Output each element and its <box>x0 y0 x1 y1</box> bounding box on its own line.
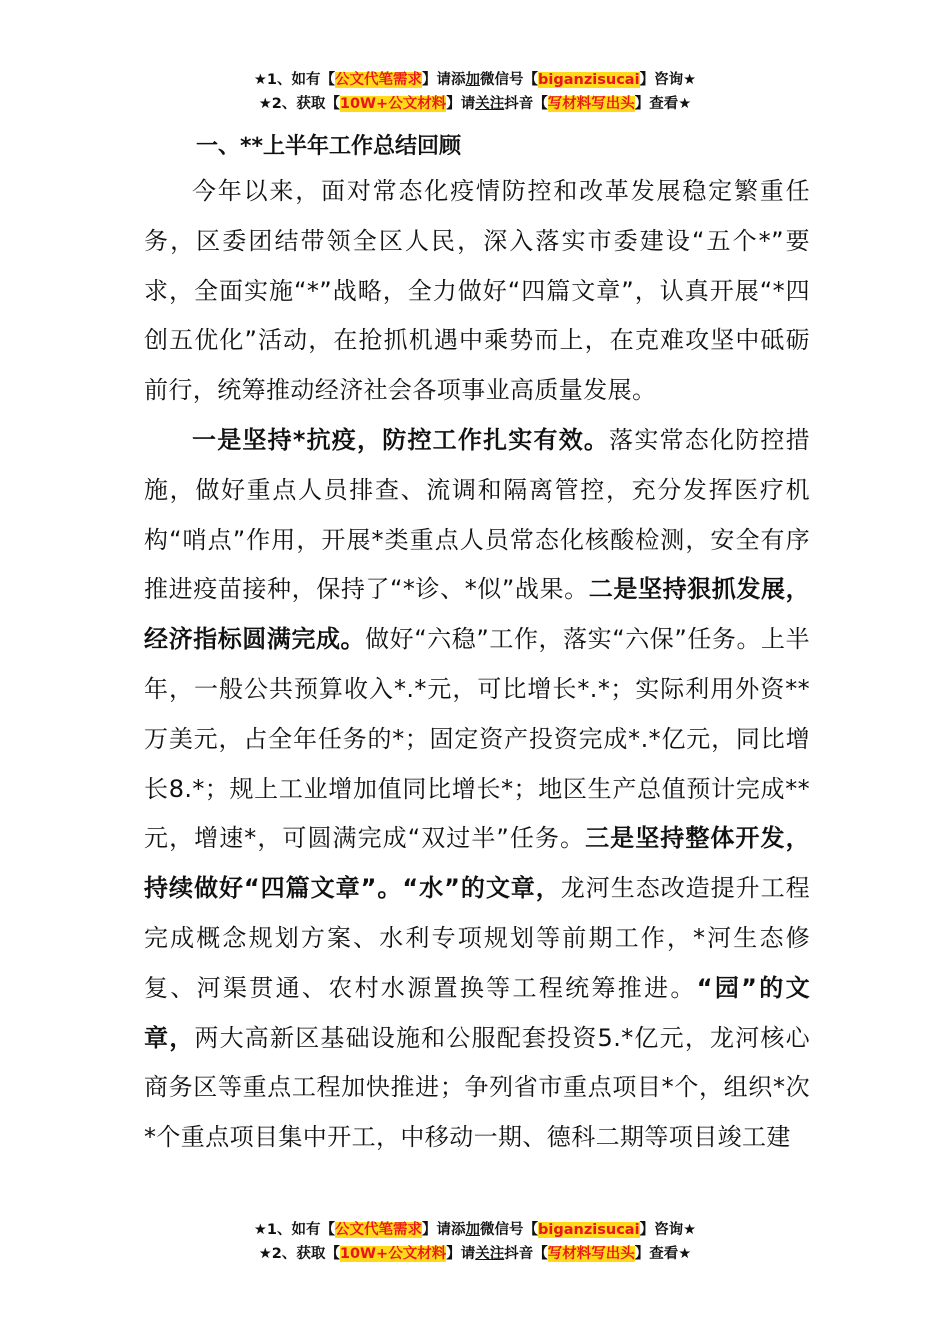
banner-line-2: ★2、获取【10W+公文材料】请关注抖音【写材料写出头】查看★ <box>258 96 692 112</box>
banner-line-1: ★1、如有【公文代笔需求】请添加微信号【biganzisucai】咨询★ <box>253 72 697 88</box>
bold-lead-1: 一是坚持*抗疫，防控工作扎实有效。 <box>192 425 610 454</box>
highlight-text: 10W+公文材料 <box>339 1246 447 1262</box>
highlight-text: 10W+公文材料 <box>339 96 447 112</box>
highlight-text: biganzisucai <box>538 1222 640 1238</box>
bold-lead-4: “园”的文章， <box>144 973 810 1052</box>
banner-line-1: ★1、如有【公文代笔需求】请添加微信号【biganzisucai】咨询★ <box>253 1222 697 1238</box>
highlight-text: biganzisucai <box>538 72 640 88</box>
document-body <box>144 127 810 1163</box>
highlight-text: 公文代笔需求 <box>335 1222 423 1238</box>
highlight-text: 写材料写出头 <box>547 1246 635 1262</box>
header-banner <box>0 68 950 116</box>
banner-line-2: ★2、获取【10W+公文材料】请关注抖音【写材料写出头】查看★ <box>258 1246 692 1262</box>
section-heading: 一、**上半年工作总结回顾 <box>196 134 462 159</box>
footer-banner <box>0 1218 950 1266</box>
highlight-text: 写材料写出头 <box>547 96 635 112</box>
paragraph-achievements: 一是坚持*抗疫，防控工作扎实有效。落实常态化防控措施，做好重点人员排查、流调和隔离管控，充分发挥医疗机构“哨点”作用，开展*类重点人员常态化核酸检测，安全有序推进疫苗接种，保持了“*诊、*似”战果。二是坚持狠抓发展，经济指标圆满完成。做好“六稳”工作，落实“六保”任务。上半年，一般公共预算收入*.*元，可比增长*.*；实际利用外资**万美元，占全年任务的*；固定资产投资完成*.*亿元，同比增长8.*；规上工业增加值同比增长*；地区生产总值预计完成**元，增速*，可圆满完成“双过半”任务。三是坚持整体开发，持续做好“四篇文章”。“水”的文章，龙河生态改造提升工程完成概念规划方案、水利专项规划等前期工作，*河生态修复、河渠贯通、农村水源置换等工程统筹推进。“园”的文章，两大高新区基础设施和公服配套投资5.*亿元，龙河核心商务区等重点工程加快推进；争列省市重点项目*个，组织*次*个重点项目集中开工，中移动一期、德科二期等项目竣工建 <box>144 425 811 1152</box>
bold-lead-2: 二是坚持狠抓发展，经济指标圆满完成。 <box>144 575 810 654</box>
paragraph-intro: 今年以来，面对常态化疫情防控和改革发展稳定繁重任务，区委团结带领全区人民，深入落实市委建设“五个*”要求，全面实施“*”战略，全力做好“四篇文章”，认真开展“*四创五优化”活动，在抢抓机遇中乘势而上，在克难攻坚中砥砺前行，统筹推动经济社会各项事业高质量发展。 <box>144 177 810 405</box>
highlight-text: 公文代笔需求 <box>335 72 423 88</box>
bold-lead-3: 三是坚持整体开发，持续做好“四篇文章”。“水”的文章， <box>144 824 810 903</box>
